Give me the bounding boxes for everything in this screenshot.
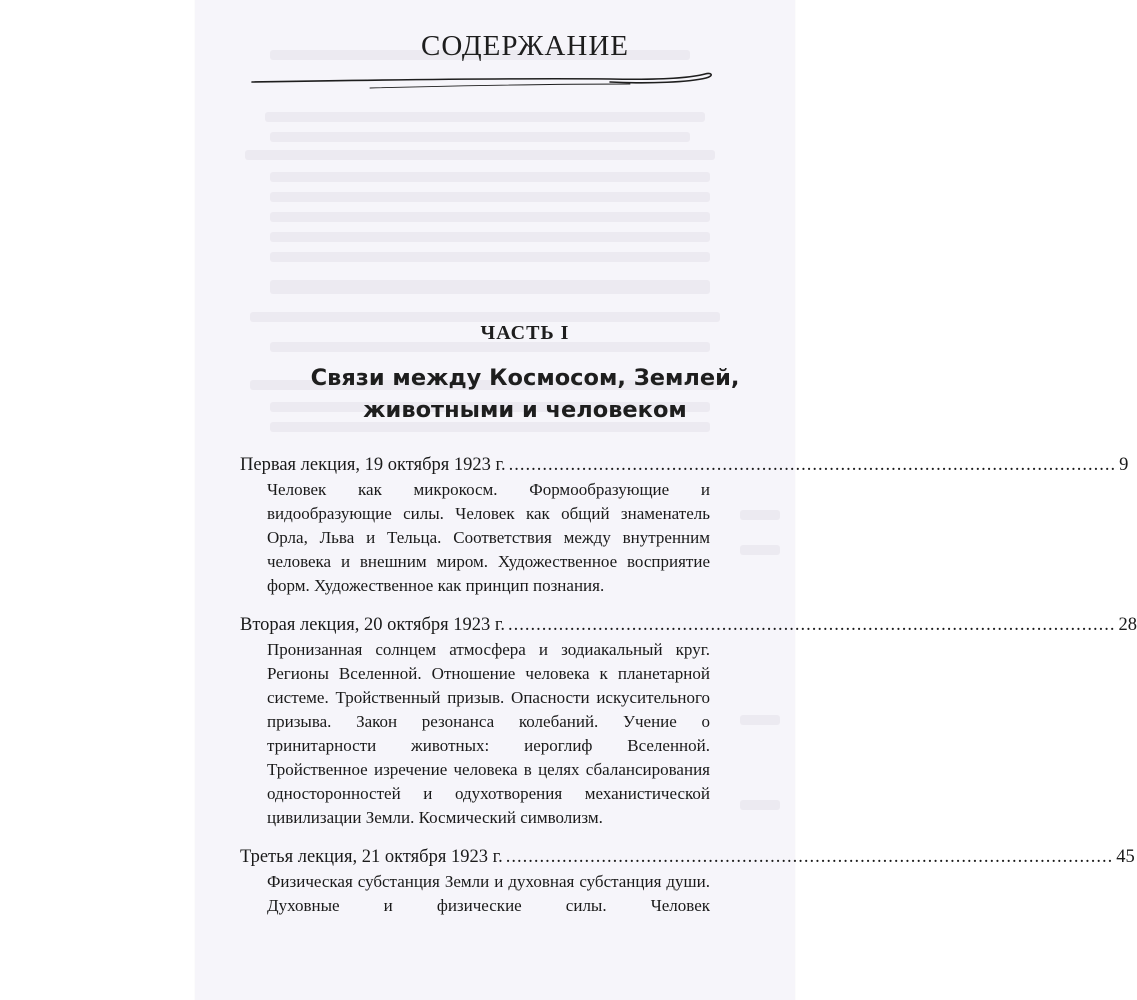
toc-entry-lecture-1[interactable]: [240, 452, 1129, 598]
entry-page-number: 28: [1118, 615, 1137, 635]
entry-description: Пронизанная солнцем атмосфера и зодиакальный круг. Регионы Вселенной. Отношение человека к планетарной системе. Тройственный призыв. Опасности искусительного призыва. Закон резонанса колебаний. Учение о тринитарности животных: иероглиф Вселенной. Тройственное изречение человека в целях сбалансирования односторонностей и одухотворения механистической цивилизации Земли. Космический символизм.: [267, 640, 710, 827]
entry-page-number: 45: [1116, 847, 1135, 867]
entry-title: Вторая лекция, 20 октября 1923 г.: [240, 615, 506, 635]
title-flourish: [250, 62, 720, 102]
toc-title: СОДЕРЖАНИЕ: [421, 30, 629, 62]
entry-heading: [240, 844, 1135, 870]
toc-entry-lecture-3[interactable]: [240, 844, 1135, 918]
entry-title: Первая лекция, 19 октября 1923 г.: [240, 455, 506, 475]
dot-leader: ............................................................................................................: [505, 847, 1114, 867]
part-subtitle-line-1: Связи между Космосом, Землей,: [310, 365, 740, 391]
entry-heading: [240, 452, 1129, 478]
dot-leader: ............................................................................................................: [508, 615, 1116, 635]
entry-title: Третья лекция, 21 октября 1923 г.: [240, 847, 503, 867]
dot-leader: ............................................................................................................: [508, 455, 1117, 475]
entry-page-number: 9: [1119, 455, 1129, 475]
toc-list: [240, 452, 1137, 932]
book-page: [195, 0, 1137, 1000]
entry-description: Физическая субстанция Земли и духовная субстанция души. Духовные и физические силы. Человек: [267, 872, 710, 915]
entry-heading: [240, 612, 1137, 638]
toc-entry-lecture-2[interactable]: [240, 612, 1137, 830]
part-subtitle-line-2: животными и человеком: [363, 397, 687, 423]
part-title: ЧАСТЬ I: [480, 322, 570, 344]
part-subtitle: [255, 362, 795, 426]
entry-description: Человек как микрокосм. Формообразующие и видообразующие силы. Человек как общий знаменатель Орла, Льва и Тельца. Соответствия между внутренним человека и внешним миром. Художественное восприятие форм. Художественное как принцип познания.: [267, 480, 710, 595]
